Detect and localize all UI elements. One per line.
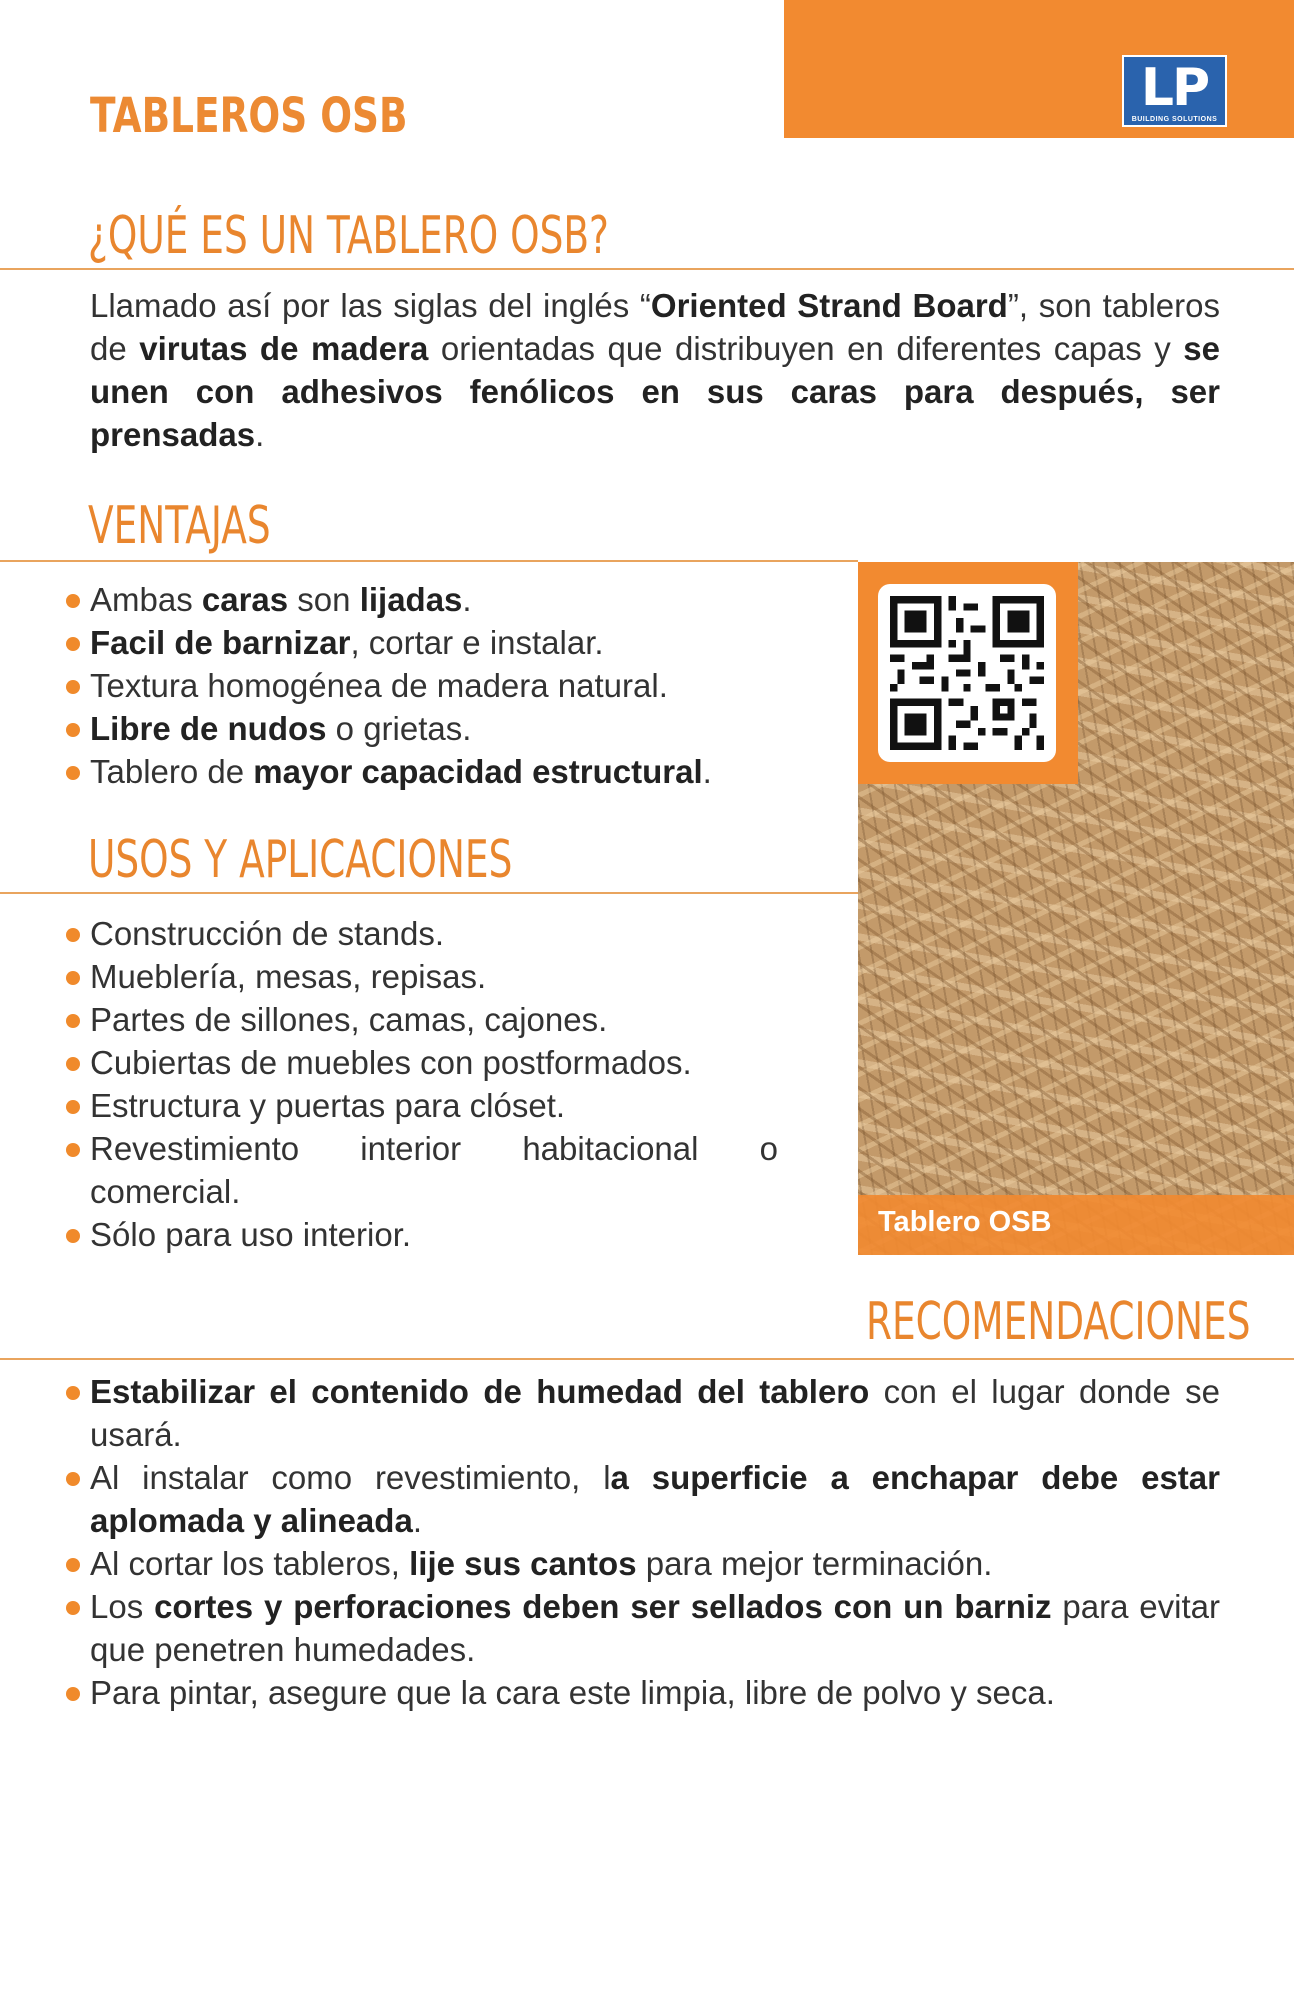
item-text: con el lugar donde se usará. bbox=[90, 1373, 1221, 1453]
list-item bbox=[66, 1213, 778, 1256]
bullet-dot-icon bbox=[66, 1601, 80, 1615]
bullet-dot-icon bbox=[66, 1014, 80, 1028]
list-item bbox=[66, 955, 778, 998]
item-text: Construcción de stands. bbox=[90, 915, 445, 952]
bullet-dot-icon bbox=[66, 637, 80, 651]
bullet-dot-icon bbox=[66, 1558, 80, 1572]
list-item bbox=[66, 664, 826, 707]
item-text: . bbox=[412, 1502, 422, 1539]
intro-bold: se unen con adhesivos fenólicos en sus caras para después, ser prensadas bbox=[90, 330, 1221, 453]
item-bold: cortes y perforaciones deben ser sellados con un barniz bbox=[154, 1588, 1052, 1625]
bullet-dot-icon bbox=[66, 723, 80, 737]
item-text: Al cortar los tableros, bbox=[90, 1545, 410, 1582]
item-text: Al instalar como revestimiento, l bbox=[90, 1459, 611, 1496]
item-bold: lije sus cantos bbox=[409, 1545, 637, 1582]
item-text: Sólo para uso interior. bbox=[90, 1216, 412, 1253]
item-text: Ambas bbox=[90, 581, 202, 618]
item-text: o grietas. bbox=[326, 710, 472, 747]
item-bold: Estabilizar el contenido de humedad del tablero bbox=[90, 1373, 870, 1410]
item-text: Tablero de bbox=[90, 753, 254, 790]
item-bold: a superficie a enchapar debe estar aplomada y alineada bbox=[90, 1459, 1220, 1539]
page-title: TABLEROS OSB bbox=[90, 88, 408, 144]
item-text: , cortar e instalar. bbox=[350, 624, 604, 661]
item-text: Cubiertas de muebles con postformados. bbox=[90, 1044, 692, 1081]
list-item bbox=[66, 1671, 1220, 1714]
list-item bbox=[66, 912, 778, 955]
list-item bbox=[66, 1585, 1220, 1671]
item-text: Revestimiento interior habitacional o comercial. bbox=[90, 1130, 778, 1210]
intro-bold: virutas de madera bbox=[139, 330, 429, 367]
list-item bbox=[66, 1084, 778, 1127]
item-text: Textura homogénea de madera natural. bbox=[90, 667, 668, 704]
item-text: Mueblería, mesas, repisas. bbox=[90, 958, 487, 995]
item-text: para mejor terminación. bbox=[636, 1545, 993, 1582]
logo-text: LP bbox=[1140, 58, 1209, 118]
item-text: son bbox=[288, 581, 360, 618]
item-bold: mayor capacidad estructural bbox=[253, 753, 703, 790]
list-item bbox=[66, 1542, 1220, 1585]
section-heading-recomendaciones: RECOMENDACIONES bbox=[866, 1292, 1251, 1352]
list-item bbox=[66, 621, 826, 664]
list-item bbox=[66, 750, 826, 793]
list-item bbox=[66, 1456, 1220, 1542]
bullet-dot-icon bbox=[66, 1472, 80, 1486]
lp-logo bbox=[1122, 55, 1227, 127]
list-item bbox=[66, 1041, 778, 1084]
qr-code-icon[interactable] bbox=[878, 584, 1056, 762]
section-heading-what-is: ¿QUÉ ES UN TABLERO OSB? bbox=[88, 206, 609, 266]
logo-subtext: BUILDING SOLUTIONS bbox=[1131, 116, 1218, 123]
divider bbox=[0, 268, 1294, 270]
intro-bold: Oriented Strand Board bbox=[650, 287, 1008, 324]
item-text: . bbox=[462, 581, 472, 618]
list-item bbox=[66, 1127, 778, 1213]
list-item bbox=[66, 1370, 1220, 1456]
section-heading-usos: USOS Y APLICACIONES bbox=[88, 830, 513, 890]
photo-caption: Tablero OSB bbox=[878, 1206, 1052, 1238]
ventajas-list bbox=[66, 578, 826, 793]
intro-text: orientadas que distribuyen en diferentes capas y bbox=[428, 330, 1184, 367]
intro-text: . bbox=[255, 416, 265, 453]
bullet-dot-icon bbox=[66, 928, 80, 942]
item-text: Estructura y puertas para clóset. bbox=[90, 1087, 566, 1124]
item-text: Los bbox=[90, 1588, 155, 1625]
divider bbox=[0, 1358, 1294, 1360]
bullet-dot-icon bbox=[66, 1100, 80, 1114]
bullet-dot-icon bbox=[66, 971, 80, 985]
item-text: . bbox=[702, 753, 712, 790]
list-item bbox=[66, 578, 826, 621]
photo-caption-bar bbox=[858, 1195, 1294, 1255]
intro-paragraph bbox=[90, 284, 1220, 456]
intro-text: ”, son tableros de bbox=[90, 287, 1220, 367]
bullet-dot-icon bbox=[66, 1229, 80, 1243]
list-item bbox=[66, 707, 826, 750]
list-item bbox=[66, 998, 778, 1041]
intro-text: Llamado así por las siglas del inglés “ bbox=[90, 287, 651, 324]
item-text: Partes de sillones, camas, cajones. bbox=[90, 1001, 608, 1038]
bullet-dot-icon bbox=[66, 680, 80, 694]
recomendaciones-list bbox=[66, 1370, 1220, 1714]
divider bbox=[0, 892, 858, 894]
item-bold: lijadas bbox=[359, 581, 463, 618]
section-heading-ventajas: VENTAJAS bbox=[88, 496, 271, 556]
bullet-dot-icon bbox=[66, 594, 80, 608]
bullet-dot-icon bbox=[66, 1143, 80, 1157]
item-bold: Facil de barnizar bbox=[90, 624, 351, 661]
bullet-dot-icon bbox=[66, 1057, 80, 1071]
item-bold: caras bbox=[201, 581, 289, 618]
usos-list bbox=[66, 912, 778, 1256]
bullet-dot-icon bbox=[66, 766, 80, 780]
item-bold: Libre de nudos bbox=[90, 710, 327, 747]
bullet-dot-icon bbox=[66, 1687, 80, 1701]
divider bbox=[0, 560, 858, 562]
item-text: para evitar que penetren humedades. bbox=[90, 1588, 1221, 1668]
bullet-dot-icon bbox=[66, 1386, 80, 1400]
item-text: Para pintar, asegure que la cara este limpia, libre de polvo y seca. bbox=[90, 1674, 1055, 1711]
